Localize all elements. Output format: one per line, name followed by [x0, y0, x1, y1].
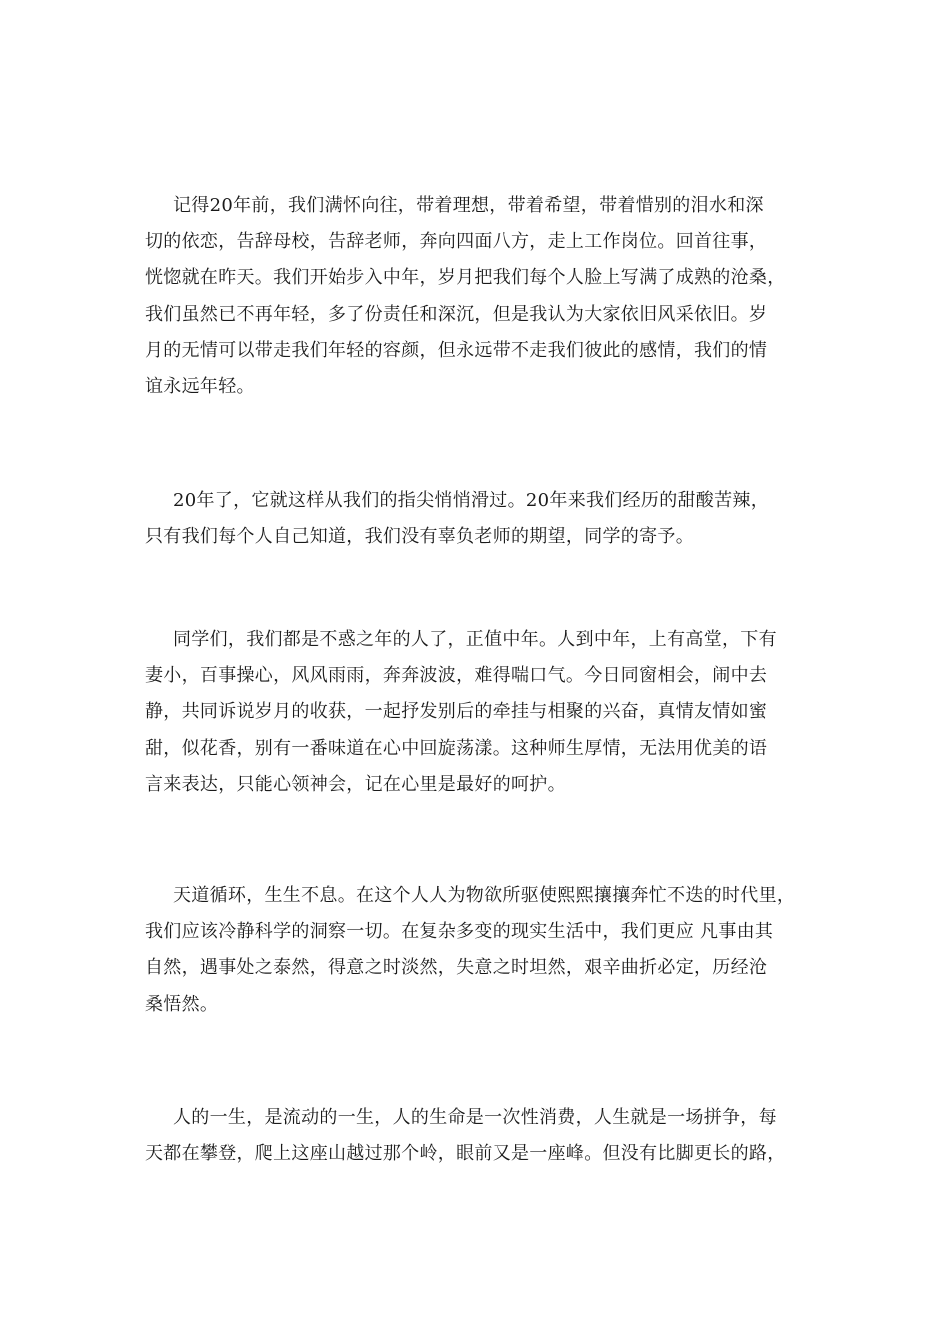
text-line: 言来表达，只能心领神会，记在心里是最好的呵护。	[145, 773, 566, 795]
paragraph-5	[145, 1100, 810, 1172]
text-line: 我们虽然已不再年轻，多了份责任和深沉，但是我认为大家依旧风采依旧。岁	[145, 303, 768, 325]
text-line: 我们应该冷静科学的洞察一切。在复杂多变的现实生活中，我们更应 凡事由其	[145, 921, 774, 943]
paragraph-2	[145, 483, 810, 555]
text-line: 20年了，它就这样从我们的指尖悄悄滑过。20年来我们经历的甜酸苦辣，	[173, 490, 770, 511]
paragraph-1	[145, 188, 810, 405]
text-line: 记得20年前，我们满怀向往，带着理想，带着希望，带着惜别的泪水和深	[173, 195, 764, 216]
text-line: 静，共同诉说岁月的收获，一起抒发别后的牵挂与相聚的兴奋，真情友情如蜜	[145, 701, 768, 723]
text-line: 甜，似花香，别有一番味道在心中回旋荡漾。这种师生厚情，无法用优美的语	[145, 737, 768, 759]
text-line: 同学们，我们都是不惑之年的人了，正值中年。人到中年，上有高堂，下有	[173, 629, 777, 650]
text-line: 月的无情可以带走我们年轻的容颜，但永远带不走我们彼此的感情，我们的情	[145, 339, 768, 361]
text-line: 只有我们每个人自己知道，我们没有辜负老师的期望，同学的寄予。	[145, 526, 694, 548]
text-line: 人的一生，是流动的一生，人的生命是一次性消费，人生就是一场拼争，每	[173, 1107, 777, 1128]
text-line: 天道循环，生生不息。在这个人人为物欲所驱使熙熙攘攘奔忙不迭的时代里，	[173, 885, 796, 906]
text-line: 恍惚就在昨天。我们开始步入中年，岁月把我们每个人脸上写满了成熟的沧桑，	[145, 267, 786, 289]
text-line: 妻小，百事操心，风风雨雨，奔奔波波，难得喘口气。今日同窗相会，闹中去	[145, 665, 768, 687]
text-line: 自然，遇事处之泰然，得意之时淡然，失意之时坦然，艰辛曲折必定，历经沧	[145, 957, 768, 979]
text-line: 谊永远年轻。	[145, 376, 255, 398]
paragraph-3	[145, 622, 810, 803]
paragraph-4	[145, 878, 810, 1023]
text-line: 切的依恋，告辞母校，告辞老师，奔向四面八方，走上工作岗位。回首往事，	[145, 231, 768, 253]
text-line: 天都在攀登，爬上这座山越过那个岭，眼前又是一座峰。但没有比脚更长的路，	[145, 1143, 786, 1165]
text-line: 桑悟然。	[145, 993, 219, 1015]
